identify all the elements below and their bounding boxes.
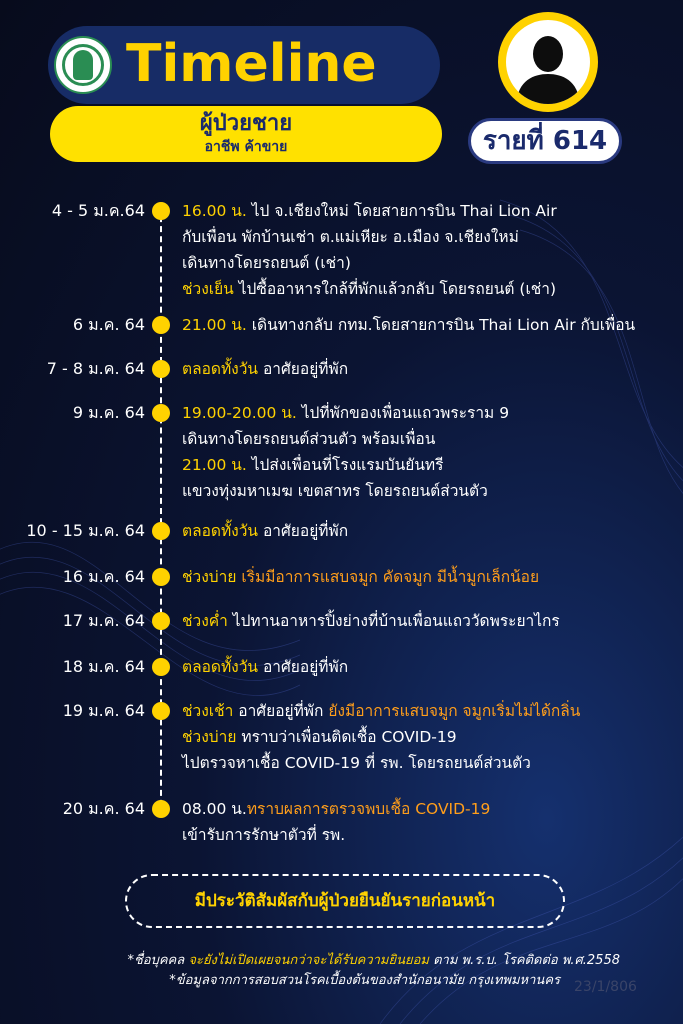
timeline-date: 10 - 15 ม.ค. 64: [26, 521, 145, 540]
timeline-description: [182, 608, 678, 634]
patient-gender: ผู้ป่วยชาย: [199, 111, 293, 136]
contact-history-note: มีประวัติสัมผัสกับผู้ป่วยยืนยันรายก่อนหน้า: [125, 874, 565, 928]
timeline-line-text: [182, 312, 678, 338]
timeline-text-segment: ช่วงบ่าย: [182, 568, 237, 586]
timeline-dot: [152, 202, 170, 220]
timeline-text-segment: เริ่มมีอาการแสบจมูก คัดจมูก มีน้ำมูกเล็กน้อย: [236, 568, 540, 586]
timeline-text-segment: 08.00 น.: [182, 800, 247, 818]
timeline-dot: [152, 702, 170, 720]
timeline-text-segment: อาศัยอยู่ที่พัก: [258, 360, 349, 378]
timeline-line-text: [182, 426, 678, 452]
timeline-line-text: [182, 822, 678, 848]
timeline-description: [182, 796, 678, 848]
bma-seal-logo: [54, 36, 112, 94]
timeline-text-segment: เข้ารับการรักษาตัวที่ รพ.: [182, 826, 346, 844]
timeline-dot: [152, 522, 170, 540]
timeline-line-text: [182, 654, 678, 680]
timeline-text-segment: เดินทางกลับ กทม.โดยสายการบิน Thai Lion Air กับเพื่อน: [246, 316, 636, 334]
timeline-line-text: [182, 796, 678, 822]
timeline-date: 9 ม.ค. 64: [72, 403, 145, 422]
timeline-date: 6 ม.ค. 64: [72, 315, 145, 334]
timeline-text-segment: ช่วงเย็น: [182, 280, 234, 298]
timeline-text-segment: ไปที่พักของเพื่อนแถวพระราม 9: [296, 404, 510, 422]
timeline-text-segment: ทราบว่าเพื่อนติดเชื้อ COVID-19: [236, 728, 457, 746]
timeline-text-segment: 19.00-20.00 น.: [182, 404, 297, 422]
timeline-dot: [152, 800, 170, 818]
timeline-line-text: [182, 724, 678, 750]
timeline-line-text: [182, 750, 678, 776]
case-number-badge: รายที่ 614: [468, 118, 622, 164]
timeline-text-segment: แขวงทุ่งมหาเมฆ เขตสาทร โดยรถยนต์ส่วนตัว: [182, 482, 488, 500]
privacy-note: *ชื่อบุคคล จะยังไม่เปิดเผยจนกว่าจะได้รับความยินยอม ตาม พ.ร.บ. โรคติดต่อ พ.ศ.2558: [127, 953, 620, 968]
timeline-text-segment: เดินทางโดยรถยนต์ (เช่า): [182, 254, 351, 272]
timeline-line-text: [182, 518, 678, 544]
timeline-text-segment: 16.00 น.: [182, 202, 247, 220]
patient-occupation: อาชีพ ค้าขาย: [204, 139, 288, 155]
timeline-text-segment: ช่วงค่ำ: [182, 612, 228, 630]
timeline-text-segment: ไปซื้ออาหารใกล้ที่พักแล้วกลับ โดยรถยนต์ (เช่า): [233, 280, 557, 298]
page-title: Timeline: [126, 34, 377, 94]
document-stamp: 23/1/806: [574, 979, 637, 995]
timeline-text-segment: ทราบผลการตรวจพบเชื้อ COVID-19: [246, 800, 491, 818]
timeline-text-segment: ตลอดทั้งวัน: [182, 360, 259, 378]
timeline-date: 16 ม.ค. 64: [62, 567, 145, 586]
timeline-text-segment: เดินทางโดยรถยนต์ส่วนตัว พร้อมเพื่อน: [182, 430, 436, 448]
timeline-line-text: [182, 478, 678, 504]
timeline-dot: [152, 612, 170, 630]
timeline-text-segment: ไปส่งเพื่อนที่โรงแรมบันยันทรี: [246, 456, 444, 474]
timeline-text-segment: อาศัยอยู่ที่พัก: [233, 702, 329, 720]
timeline-date: 19 ม.ค. 64: [62, 701, 145, 720]
timeline-line-text: [182, 698, 678, 724]
timeline-line-text: [182, 564, 678, 590]
timeline-line-text: [182, 224, 678, 250]
timeline-line: [160, 206, 162, 816]
timeline-date: 4 - 5 ม.ค.64: [51, 201, 145, 220]
timeline-line-text: [182, 250, 678, 276]
timeline-text-segment: อาศัยอยู่ที่พัก: [258, 658, 349, 676]
timeline-text-segment: ไป จ.เชียงใหม่ โดยสายการบิน Thai Lion Air: [246, 202, 557, 220]
patient-banner: [50, 106, 442, 162]
timeline-description: [182, 564, 678, 590]
timeline-dot: [152, 360, 170, 378]
timeline-date: 7 - 8 ม.ค. 64: [46, 359, 145, 378]
person-silhouette-icon: [498, 12, 598, 112]
timeline-line-text: [182, 276, 678, 302]
timeline-description: [182, 698, 678, 776]
timeline-description: [182, 654, 678, 680]
timeline-description: [182, 356, 678, 382]
timeline-date: 18 ม.ค. 64: [62, 657, 145, 676]
timeline-text-segment: ไปทานอาหารปิ้งย่างที่บ้านเพื่อนแถววัดพระยาไกร: [227, 612, 560, 630]
timeline-line-text: [182, 452, 678, 478]
timeline-text-segment: 21.00 น.: [182, 316, 247, 334]
timeline-text-segment: ตลอดทั้งวัน: [182, 522, 259, 540]
timeline-line-text: [182, 356, 678, 382]
timeline-dot: [152, 404, 170, 422]
timeline-line-text: [182, 608, 678, 634]
timeline-date: 17 ม.ค. 64: [62, 611, 145, 630]
timeline-description: [182, 518, 678, 544]
source-note: *ข้อมูลจากการสอบสวนโรคเบื้องต้นของสำนักอนามัย กรุงเทพมหานคร: [169, 973, 560, 988]
timeline-line-text: [182, 198, 678, 224]
timeline-text-segment: อาศัยอยู่ที่พัก: [258, 522, 349, 540]
timeline-description: [182, 312, 678, 338]
timeline-date: 20 ม.ค. 64: [62, 799, 145, 818]
timeline-text-segment: ยังมีอาการแสบจมูก จมูกเริ่มไม่ได้กลิ่น: [328, 702, 581, 720]
timeline-dot: [152, 316, 170, 334]
timeline-text-segment: ช่วงเช้า: [182, 702, 234, 720]
timeline-description: [182, 198, 678, 302]
timeline-text-segment: ตลอดทั้งวัน: [182, 658, 259, 676]
timeline-line-text: [182, 400, 678, 426]
timeline-description: [182, 400, 678, 504]
timeline-text-segment: ไปตรวจหาเชื้อ COVID-19 ที่ รพ. โดยรถยนต์ส่วนตัว: [182, 754, 531, 772]
timeline-text-segment: ช่วงบ่าย: [182, 728, 237, 746]
timeline-dot: [152, 658, 170, 676]
timeline-text-segment: กับเพื่อน พักบ้านเช่า ต.แม่เหียะ อ.เมือง จ.เชียงใหม่: [182, 228, 519, 246]
timeline-dot: [152, 568, 170, 586]
timeline-text-segment: 21.00 น.: [182, 456, 247, 474]
